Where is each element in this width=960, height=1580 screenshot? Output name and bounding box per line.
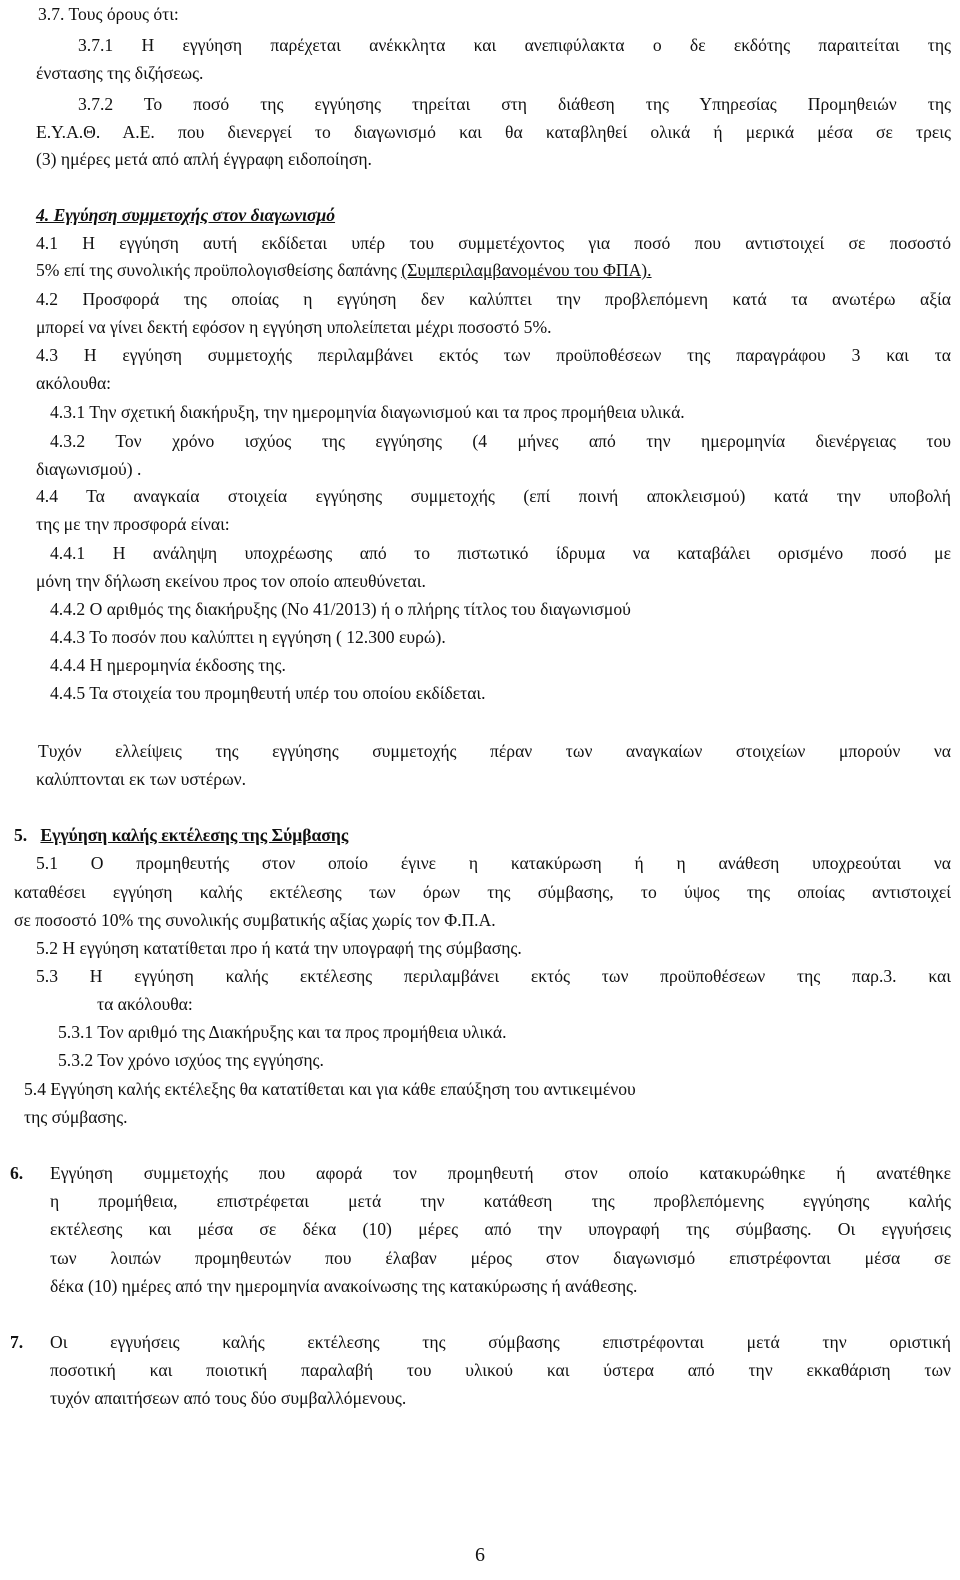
section-6-line-5: δέκα (10) ημέρες από την ημερομηνία ανακοίνωσης της κατακύρωσης ή ανάθεσης.: [50, 1276, 638, 1296]
paragraph-5-2: 5.2 Η εγγύηση κατατίθεται προ ή κατά την υπογραφή της σύμβασης.: [36, 938, 522, 958]
paragraph-4-1-line-2: [36, 259, 652, 281]
paragraph-5-3-line-1: 5.3 Η εγγύηση καλής εκτέλεσης περιλαμβάνει εκτός των προϋποθέσεων της παρ.3. και: [36, 966, 951, 986]
paragraph-4-4-4: 4.4.4 Η ημερομηνία έκδοσης της.: [50, 655, 286, 675]
section-6-line-1: Εγγύηση συμμετοχής που αφορά τον προμηθευτή στον οποίο κατακυρώθηκε ή ανατέθηκε: [50, 1163, 951, 1183]
paragraph-4-1-line-1: 4.1 Η εγγύηση αυτή εκδίδεται υπέρ του συμμετέχοντος για ποσό που αντιστοιχεί σε ποσοστό: [36, 233, 951, 253]
paragraph-4-4-line-1: 4.4 Τα αναγκαία στοιχεία εγγύησης συμμετοχής (επί ποινή αποκλεισμού) κατά την υποβολή: [36, 486, 951, 506]
section-7-number: 7.: [10, 1332, 24, 1352]
section-6-line-2: η προμήθεια, επιστρέφεται μετά την κατάθεση της προβλεπόμενης εγγύησης καλής: [50, 1191, 951, 1211]
paragraph-5-3-1: 5.3.1 Τον αριθμό της Διακήρυξης και τα προς προμήθεια υλικά.: [58, 1022, 507, 1042]
paragraph-4-4-line-2: της με την προσφορά είναι:: [36, 514, 230, 534]
paragraph-4-3-2-line-2: διαγωνισμού) .: [36, 459, 142, 479]
paragraph-4-3-1: 4.3.1 Την σχετική διακήρυξη, την ημερομηνία διαγωνισμού και τα προς προμήθεια υλικά.: [50, 402, 685, 422]
note-deficiencies-line-1: Τυχόν ελλείψεις της εγγύησης συμμετοχής πέραν των αναγκαίων στοιχείων μπορούν να: [38, 741, 951, 761]
paragraph-4-3-line-2: ακόλουθα:: [36, 373, 112, 393]
section-6-number: 6.: [10, 1163, 24, 1183]
section-5-number: 5.: [14, 825, 28, 845]
paragraph-3-7-2-line-3: (3) ημέρες μετά από απλή έγγραφη ειδοποίηση.: [36, 149, 372, 169]
paragraph-4-1-text: 5% επί της συνολικής προϋπολογισθείσης δαπάνης: [36, 260, 402, 280]
section-3-7-intro: 3.7. Τους όρους ότι:: [38, 4, 179, 24]
paragraph-5-4-line-1: 5.4 Εγγύηση καλής εκτέλεξης θα κατατίθεται και για κάθε επαύξηση του αντικειμένου: [24, 1079, 636, 1099]
section-7-line-2: ποσοτική και ποιοτική παραλαβή του υλικού και ύστερα από την εκκαθάριση των: [50, 1360, 951, 1380]
paragraph-3-7-1-line-2: ένστασης της διζήσεως.: [36, 63, 204, 83]
paragraph-4-2-line-1: 4.2 Προσφορά της οποίας η εγγύηση δεν καλύπτει την προβλεπόμενη κατά τα ανωτέρω αξία: [36, 289, 951, 309]
paragraph-4-3-line-1: 4.3 Η εγγύηση συμμετοχής περιλαμβάνει εκτός των προϋποθέσεων της παραγράφου 3 και τα: [36, 345, 951, 365]
paragraph-4-4-5: 4.4.5 Τα στοιχεία του προμηθευτή υπέρ του οποίου εκδίδεται.: [50, 683, 486, 703]
paragraph-3-7-2-line-2: Ε.Υ.Α.Θ. Α.Ε. που διενεργεί το διαγωνισμό και θα καταβληθεί ολικά ή μερικά μέσα σε τρεις: [36, 122, 951, 142]
page-number: 6: [475, 1544, 485, 1566]
paragraph-3-7-1-line-1: 3.7.1 Η εγγύηση παρέχεται ανέκκλητα και ανεπιφύλακτα ο δε εκδότης παραιτείται της: [78, 35, 951, 55]
section-6-line-3: εκτέλεσης και μέσα σε δέκα (10) μέρες από την υπογραφή της σύμβασης. Οι εγγυήσεις: [50, 1219, 951, 1239]
note-deficiencies-line-2: καλύπτονται εκ των υστέρων.: [36, 769, 246, 789]
section-7-line-1: Οι εγγυήσεις καλής εκτέλεσης της σύμβασης επιστρέφονται μετά την οριστική: [50, 1332, 951, 1352]
paragraph-5-3-line-2: τα ακόλουθα:: [97, 994, 193, 1014]
paragraph-4-3-2-line-1: 4.3.2 Τον χρόνο ισχύος της εγγύησης (4 μήνες από την ημερομηνία διενέργειας του: [50, 431, 951, 451]
paragraph-3-7-2-line-1: 3.7.2 Το ποσό της εγγύησης τηρείται στη διάθεση της Υπηρεσίας Προμηθειών της: [78, 94, 951, 114]
section-7-line-3: τυχόν απαιτήσεων από τους δύο συμβαλλόμενους.: [50, 1388, 407, 1408]
section-6-line-4: των λοιπών προμηθευτών που έλαβαν μέρος στον διαγωνισμό επιστρέφονται μέσα σε: [50, 1248, 951, 1268]
paragraph-5-3-2: 5.3.2 Τον χρόνο ισχύος της εγγύησης.: [58, 1050, 324, 1070]
paragraph-4-4-1-line-1: 4.4.1 Η ανάληψη υποχρέωσης από το πιστωτικό ίδρυμα να καταβάλει ορισμένο ποσό με: [50, 543, 951, 563]
vat-included-note: (Συμπεριλαμβανομένου του ΦΠΑ).: [401, 260, 652, 280]
paragraph-5-4-line-2: της σύμβασης.: [24, 1107, 128, 1127]
paragraph-4-4-2: 4.4.2 Ο αριθμός της διακήρυξης (Νο 41/2013) ή ο πλήρης τίτλος του διαγωνισμού: [50, 599, 631, 619]
section-4-heading: 4. Εγγύηση συμμετοχής στον διαγωνισμό: [36, 205, 336, 225]
paragraph-4-2-line-2: μπορεί να γίνει δεκτή εφόσον η εγγύηση υπολείπεται μέχρι ποσοστό 5%.: [36, 317, 552, 337]
paragraph-5-1-line-2: καταθέσει εγγύηση καλής εκτέλεσης των όρων της σύμβασης, το ύψος της οποίας αντιστοιχεί: [14, 882, 951, 902]
paragraph-5-1-line-3: σε ποσοστό 10% της συνολικής συμβατικής αξίας χωρίς τον Φ.Π.Α.: [14, 910, 496, 930]
paragraph-4-4-3: 4.4.3 Το ποσόν που καλύπτει η εγγύηση ( 12.300 ευρώ).: [50, 627, 446, 647]
paragraph-4-4-1-line-2: μόνη την δήλωση εκείνου προς τον οποίο απευθύνεται.: [36, 571, 426, 591]
section-5-heading: [14, 824, 348, 846]
section-5-title: Εγγύηση καλής εκτέλεσης της Σύμβασης: [40, 825, 349, 845]
paragraph-5-1-line-1: 5.1 Ο προμηθευτής στον οποίο έγινε η κατακύρωση ή η ανάθεση υποχρεούται να: [36, 853, 951, 873]
